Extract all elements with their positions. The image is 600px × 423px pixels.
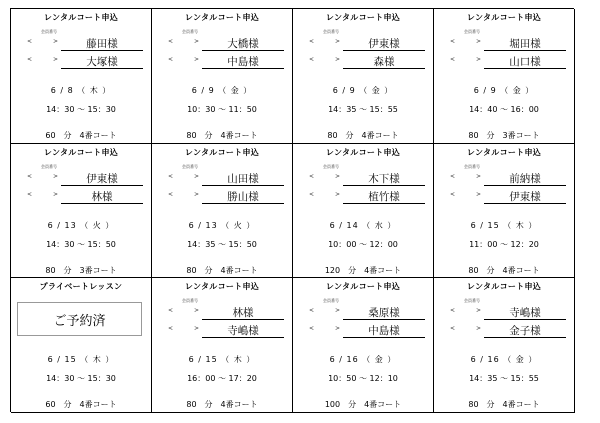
booking-duration-court: 80 分 3番コート — [45, 265, 117, 275]
member-name-2: 勝山様 — [202, 191, 284, 204]
card-title: レンタルコート申込 — [43, 147, 119, 157]
booking-time: 14：40 ～ 16：00 — [469, 105, 539, 114]
booking-card — [152, 144, 293, 279]
booking-time: 11：00 ～ 12：20 — [469, 239, 539, 249]
member-name-1: 桑原様 — [343, 307, 425, 320]
booking-duration-court: 80 分 4番コート — [186, 400, 258, 410]
member-open-bracket: < — [309, 38, 315, 45]
booking-time: 14：30 ～ 15：50 — [46, 239, 116, 249]
booking-card — [293, 144, 434, 279]
member-name-2: 金子様 — [484, 325, 566, 338]
booking-time: 10：00 ～ 12：00 — [328, 239, 398, 249]
member-number-label: 会員番号 — [323, 298, 339, 304]
card-title: レンタルコート申込 — [325, 282, 401, 292]
member-open-bracket: < — [168, 38, 174, 45]
member-open-bracket: < — [168, 172, 174, 180]
booking-duration-court: 80 分 4番コート — [186, 265, 258, 275]
booking-duration-court: 100 分 4番コート — [324, 400, 402, 410]
member-open-bracket: < — [27, 56, 33, 63]
card-title: レンタルコート申込 — [325, 13, 401, 22]
member-close-bracket: > — [335, 38, 341, 45]
booking-card — [293, 278, 434, 413]
booking-time: 10：50 ～ 12：10 — [328, 374, 398, 384]
rental-sheet — [10, 8, 574, 412]
member-name-2: 中島様 — [202, 56, 284, 69]
booking-duration-court: 80 分 4番コート — [468, 265, 540, 275]
member-name-2: 中島様 — [343, 325, 425, 338]
booking-date: 6 / 16 （ 金 ） — [329, 355, 397, 365]
member-open-bracket: < — [27, 190, 33, 198]
card-title: レンタルコート申込 — [466, 147, 542, 157]
member-open-bracket: < — [309, 325, 315, 333]
member-close-bracket: > — [53, 190, 59, 198]
member-open-bracket: < — [27, 38, 33, 45]
member-number-label: 会員番号 — [41, 29, 57, 34]
member-close-bracket: > — [476, 307, 482, 315]
booking-time: 14：30 ～ 15：30 — [46, 105, 116, 114]
member-close-bracket: > — [194, 325, 200, 333]
booking-date: 6 / 9 （ 金 ） — [332, 86, 394, 95]
member-close-bracket: > — [53, 172, 59, 180]
booking-time: 14：30 ～ 15：30 — [46, 374, 116, 384]
member-close-bracket: > — [194, 190, 200, 198]
booking-card — [434, 278, 575, 413]
card-title: レンタルコート申込 — [184, 147, 260, 157]
booking-date: 6 / 8 （ 木 ） — [50, 86, 112, 95]
member-close-bracket: > — [53, 56, 59, 63]
member-name-1: 林様 — [202, 307, 284, 320]
booking-card — [152, 278, 293, 413]
member-close-bracket: > — [335, 190, 341, 198]
booking-card — [11, 144, 152, 279]
member-close-bracket: > — [335, 307, 341, 315]
member-name-1: 藤田様 — [61, 38, 143, 51]
booking-duration-court: 80 分 3番コート — [468, 131, 540, 140]
booking-date: 6 / 9 （ 金 ） — [191, 86, 253, 95]
booking-duration-court: 80 分 4番コート — [468, 400, 540, 410]
card-title: レンタルコート申込 — [43, 13, 119, 22]
member-name-1: 伊東様 — [343, 38, 425, 51]
member-open-bracket: < — [168, 325, 174, 333]
booking-date: 6 / 13 （ 火 ） — [47, 220, 115, 230]
member-close-bracket: > — [194, 307, 200, 315]
member-close-bracket: > — [476, 190, 482, 198]
booking-card — [434, 144, 575, 279]
member-name-2: 大塚様 — [61, 56, 143, 69]
member-open-bracket: < — [168, 190, 174, 198]
booking-date: 6 / 15 （ 木 ） — [470, 220, 538, 230]
member-open-bracket: < — [450, 56, 456, 63]
member-number-label: 会員番号 — [182, 29, 198, 34]
private-lesson-card — [11, 278, 152, 413]
member-name-2: 山口様 — [484, 56, 566, 69]
member-open-bracket: < — [309, 307, 315, 315]
member-number-label: 会員番号 — [41, 163, 57, 169]
member-name-1: 山田様 — [202, 173, 284, 186]
member-name-1: 前納様 — [484, 173, 566, 186]
member-open-bracket: < — [168, 307, 174, 315]
booking-duration-court: 80 分 4番コート — [186, 131, 258, 140]
member-number-label: 会員番号 — [323, 29, 339, 34]
card-title: レンタルコート申込 — [325, 147, 401, 157]
booking-duration-court: 60 分 4番コート — [45, 131, 117, 140]
member-name-2: 伊東様 — [484, 191, 566, 204]
card-title: レンタルコート申込 — [184, 13, 260, 22]
member-number-label: 会員番号 — [464, 29, 480, 34]
member-open-bracket: < — [450, 325, 456, 333]
member-number-label: 会員番号 — [464, 298, 480, 304]
card-title: レンタルコート申込 — [184, 282, 260, 292]
booking-card — [293, 9, 434, 144]
booking-date: 6 / 15 （ 木 ） — [47, 355, 115, 365]
member-open-bracket: < — [27, 172, 33, 180]
booking-time: 16：00 ～ 17：20 — [187, 374, 257, 384]
card-title: プライベートレッスン — [39, 282, 123, 292]
member-number-label: 会員番号 — [464, 163, 480, 169]
member-close-bracket: > — [194, 56, 200, 63]
booking-time: 14：35 ～ 15：55 — [469, 374, 539, 384]
card-title: レンタルコート申込 — [466, 282, 542, 292]
member-number-label: 会員番号 — [182, 298, 198, 304]
member-name-2: 植竹様 — [343, 191, 425, 204]
member-open-bracket: < — [168, 56, 174, 63]
member-name-1: 寺嶋様 — [484, 307, 566, 320]
member-close-bracket: > — [335, 325, 341, 333]
member-close-bracket: > — [53, 38, 59, 45]
member-close-bracket: > — [194, 172, 200, 180]
member-name-1: 伊東様 — [61, 173, 143, 186]
booking-card — [434, 9, 575, 144]
booking-time: 14：35 ～ 15：50 — [187, 239, 257, 249]
member-number-label: 会員番号 — [323, 163, 339, 169]
booking-date: 6 / 16 （ 金 ） — [470, 355, 538, 365]
booking-duration-court: 60 分 4番コート — [45, 400, 117, 410]
booking-time: 14：35 ～ 15：55 — [328, 105, 398, 114]
member-close-bracket: > — [194, 38, 200, 45]
booking-duration-court: 120 分 4番コート — [324, 265, 402, 275]
member-name-1: 木下様 — [343, 173, 425, 186]
member-close-bracket: > — [476, 172, 482, 180]
member-number-label: 会員番号 — [182, 163, 198, 169]
booking-date: 6 / 9 （ 金 ） — [473, 86, 535, 95]
booking-card — [11, 9, 152, 144]
member-close-bracket: > — [476, 38, 482, 45]
booking-date: 6 / 15 （ 木 ） — [188, 355, 256, 365]
member-close-bracket: > — [476, 56, 482, 63]
card-title: レンタルコート申込 — [466, 13, 542, 22]
member-open-bracket: < — [450, 172, 456, 180]
member-name-2: 寺嶋様 — [202, 325, 284, 338]
member-name-1: 大橋様 — [202, 38, 284, 51]
member-close-bracket: > — [335, 172, 341, 180]
booking-time: 10：30 ～ 11：50 — [187, 105, 257, 114]
member-name-1: 堀田様 — [484, 38, 566, 51]
booking-date: 6 / 14 （ 水 ） — [329, 220, 397, 230]
member-open-bracket: < — [309, 172, 315, 180]
member-open-bracket: < — [309, 190, 315, 198]
member-open-bracket: < — [309, 56, 315, 63]
member-open-bracket: < — [450, 190, 456, 198]
booking-date: 6 / 13 （ 火 ） — [188, 220, 256, 230]
member-name-2: 森様 — [343, 56, 425, 69]
member-name-2: 林様 — [61, 191, 143, 204]
member-close-bracket: > — [476, 325, 482, 333]
booking-duration-court: 80 分 4番コート — [327, 131, 399, 140]
member-open-bracket: < — [450, 307, 456, 315]
booking-card — [152, 9, 293, 144]
reserved-status-box: ご予約済 — [17, 302, 142, 336]
member-close-bracket: > — [335, 56, 341, 63]
member-open-bracket: < — [450, 38, 456, 45]
